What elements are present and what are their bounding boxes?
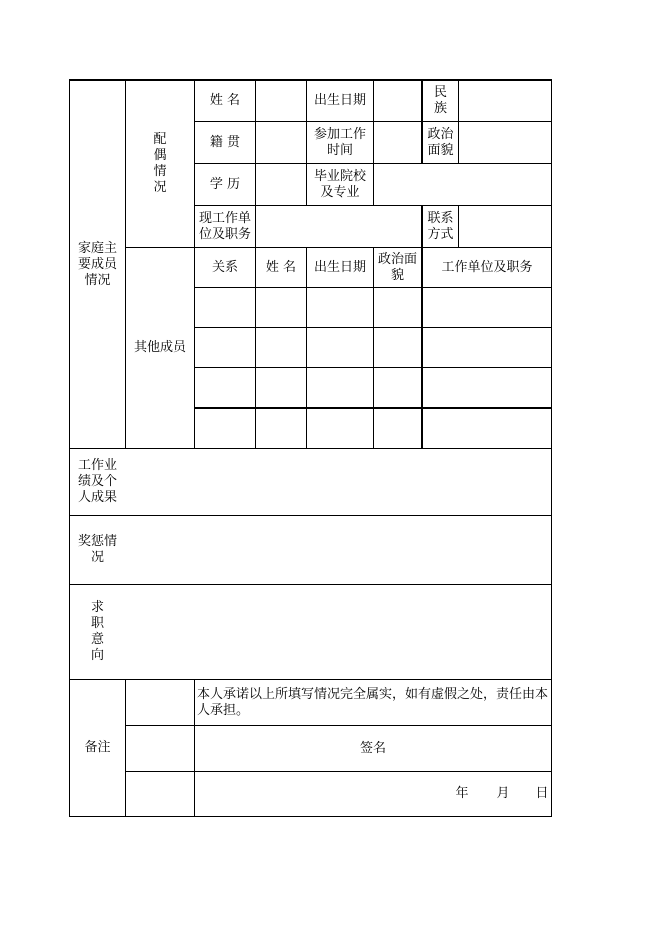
spouse-work-start-label: 参加工作 时间 (313, 126, 366, 158)
spouse-contact-field[interactable] (459, 206, 551, 247)
rewards-label: 奖惩情 况 (77, 534, 117, 565)
date-year-label: 年 (455, 786, 469, 801)
spouse-current-work-label: 现工作单 位及职务 (198, 210, 251, 242)
spouse-ethnicity-label: 民 族 (433, 85, 447, 116)
spouse-contact-label: 联系 方式 (427, 210, 454, 242)
other-members-header-work: 工作单位及职务 (441, 259, 533, 275)
spouse-label: 配 偶 情 况 (153, 132, 167, 195)
spouse-name-label: 姓 名 (209, 93, 241, 108)
spouse-political-status-field[interactable] (459, 122, 551, 163)
signature-field[interactable] (195, 726, 551, 771)
spouse-political-status-label: 政治 面貌 (427, 126, 454, 158)
spouse-work-start-field[interactable] (374, 122, 421, 163)
other-member-row-1[interactable] (195, 288, 551, 327)
other-member-row-3[interactable] (195, 368, 551, 407)
date-month-label: 月 (496, 786, 510, 801)
performance-field[interactable] (126, 449, 551, 515)
spouse-school-major-label: 毕业院校 及专业 (313, 168, 366, 200)
date-day-label: 日 (535, 786, 549, 801)
spouse-birth-date-label: 出生日期 (313, 93, 366, 108)
other-members-header-relation: 关系 (211, 259, 238, 275)
spouse-name-field[interactable] (256, 81, 306, 121)
other-members-header-political-status: 政治面 貌 (377, 251, 417, 283)
other-members-header-birth-date: 出生日期 (313, 259, 366, 275)
spouse-native-place-label: 籍 贯 (209, 134, 241, 150)
spouse-birth-date-field[interactable] (374, 81, 421, 121)
border-line (551, 79, 552, 817)
pledge-text: 本人承诺以上所填写情况完全属实，如有虚假之处，责任由本人承担。 (197, 686, 549, 718)
spouse-school-major-field[interactable] (374, 164, 551, 205)
grid-line (125, 679, 126, 817)
other-members-label: 其他成员 (133, 340, 186, 355)
intention-field[interactable] (126, 585, 551, 679)
performance-label: 工作业 绩及个 人成果 (77, 458, 117, 505)
other-member-row-2[interactable] (195, 328, 551, 367)
border-line (69, 816, 552, 817)
spouse-ethnicity-field[interactable] (459, 81, 551, 121)
spouse-education-label: 学 历 (209, 176, 241, 192)
intention-label: 求 职 意 向 (90, 600, 104, 663)
family-section-label: 家庭主 要成员 情况 (77, 240, 117, 288)
signature-label: 签名 (359, 740, 386, 756)
spouse-current-work-field[interactable] (256, 206, 421, 247)
remarks-label: 备注 (84, 740, 111, 755)
spouse-education-field[interactable] (256, 164, 306, 205)
spouse-native-place-field[interactable] (256, 122, 306, 163)
grid-line (125, 771, 552, 772)
other-member-row-4[interactable] (195, 409, 551, 448)
other-members-header-name: 姓 名 (265, 259, 297, 275)
rewards-field[interactable] (126, 516, 551, 584)
